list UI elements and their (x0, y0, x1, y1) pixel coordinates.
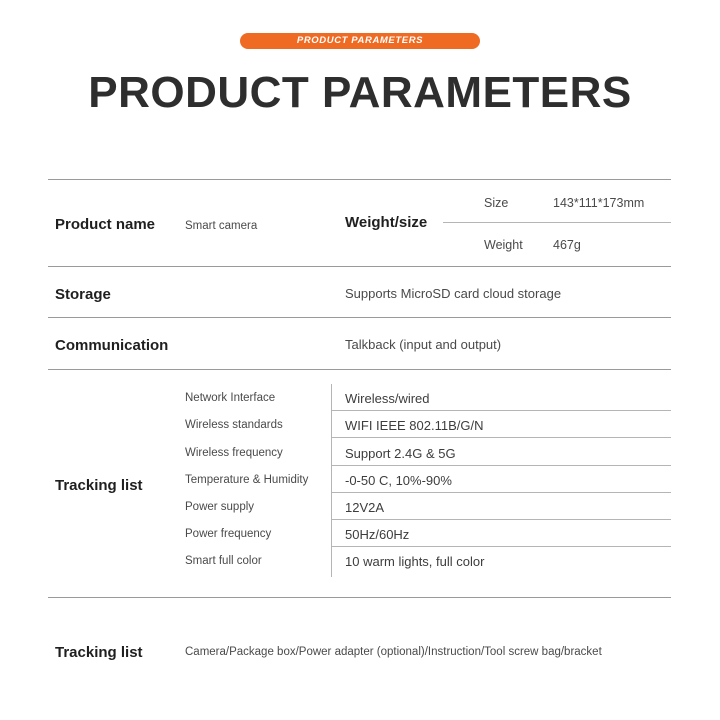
tracking-row-value: WIFI IEEE 802.11B/G/N (345, 418, 484, 433)
tracking-row-value: 12V2A (345, 500, 385, 515)
tracking-row-value: Wireless/wired (345, 391, 430, 406)
tracking-row-value: Support 2.4G & 5G (345, 446, 456, 461)
tracking-row-key: Power frequency (185, 528, 272, 540)
tracking-row-divider (331, 546, 671, 547)
tracking-row-divider (331, 519, 671, 520)
tracking-row-key: Power supply (185, 501, 255, 513)
storage-label: Storage (55, 286, 111, 303)
tracking-row-divider (331, 410, 671, 411)
product-name-label: Product name (55, 216, 156, 233)
tracking-row-value: 10 warm lights, full color (345, 554, 485, 569)
page-title: PRODUCT PARAMETERS (88, 68, 632, 117)
tracking-row-value: -0-50 C, 10%-90% (345, 473, 452, 488)
product-name-value: Smart camera (185, 220, 258, 232)
tracking-row-value: 50Hz/60Hz (345, 527, 410, 542)
package-value: Camera/Package box/Power adapter (optional)/Instruction/Tool screw bag/bracket (185, 646, 602, 658)
weight-label: Weight (484, 238, 523, 252)
divider-after-tracking (48, 597, 671, 598)
header-badge: PRODUCT PARAMETERS (240, 33, 480, 49)
tracking-row-divider (331, 492, 671, 493)
tracking-row-key: Wireless standards (185, 419, 283, 431)
tracking-list-label: Tracking list (55, 477, 143, 494)
weight-value: 467g (553, 238, 581, 252)
package-label: Tracking list (55, 644, 143, 661)
tracking-row-divider (331, 437, 671, 438)
table-top-divider (48, 179, 671, 180)
weight-size-divider (443, 222, 671, 223)
tracking-row-key: Temperature & Humidity (185, 474, 309, 486)
size-label: Size (484, 196, 509, 210)
communication-value: Talkback (input and output) (345, 337, 502, 352)
divider-after-product (48, 266, 671, 267)
communication-label: Communication (55, 337, 169, 354)
tracking-row-divider (331, 465, 671, 466)
weight-size-label: Weight/size (345, 214, 428, 231)
tracking-column-divider (331, 384, 332, 577)
size-value: 143*111*173mm (553, 196, 645, 210)
tracking-row-key: Network Interface (185, 392, 276, 404)
divider-after-storage (48, 317, 671, 318)
divider-after-communication (48, 369, 671, 370)
tracking-row-key: Smart full color (185, 555, 262, 567)
tracking-row-key: Wireless frequency (185, 447, 283, 459)
storage-value: Supports MicroSD card cloud storage (345, 286, 562, 301)
